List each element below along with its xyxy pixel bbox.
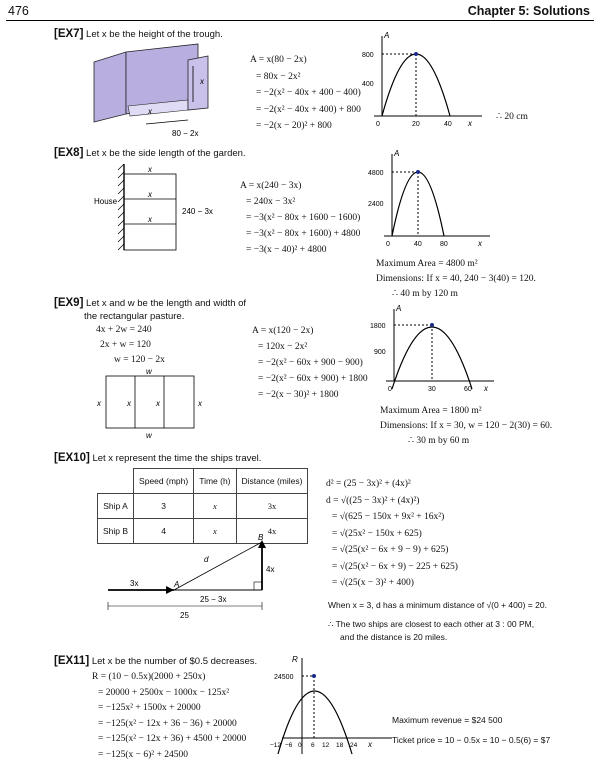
graph-label: 80: [440, 241, 448, 248]
graph-label: x: [468, 119, 472, 128]
graph-label: 0: [388, 386, 392, 393]
table-header-row: [98, 469, 308, 494]
graph-label: B: [258, 533, 264, 542]
graph-label: 1800: [370, 323, 386, 330]
ex7-fig-bottom: 80 − 2x: [172, 129, 199, 138]
ex11-steps: R = (10 − 0.5x)(2000 + 250x) = 20000 + 2500x − 1000x − 125x² = −125x² + 1500x + 20000 = −125(x² − 12x + 36 − 36) + 20000 = −125(x² − 12x + 36) + 4500 + 20000 = −125(x − 6)² + 24500: [92, 672, 247, 760]
graph-label: 20: [412, 121, 420, 128]
ex7-fig-x1: x: [200, 77, 204, 86]
graph-label: 4800: [368, 170, 384, 177]
graph-label: A: [396, 304, 402, 313]
graph-label: 4x: [266, 565, 275, 574]
ex7-fig-x2: x: [148, 107, 152, 116]
graph-label: 0: [386, 241, 390, 248]
graph-label: 60: [464, 386, 472, 393]
col-speed: Speed (mph): [134, 469, 194, 494]
ex7-steps: A = x(80 − 2x) = 80x − 2x² = −2(x² − 40x + 400 − 400) = −2(x² − 40x + 400) + 800 = −2(x − 20)² + 800: [250, 55, 361, 131]
graph-label: 40: [414, 241, 422, 248]
header-rule: [6, 20, 594, 21]
graph-label: 24500: [274, 674, 294, 681]
col-distance: Distance (miles): [236, 469, 308, 494]
ex8-intro: [EX8] Let x be the side length of the garden.: [54, 147, 246, 159]
graph-label: x: [478, 239, 482, 248]
ex10-steps: d² = (25 − 3x)² + (4x)² d = √((25 − 3x)² + (4x)²) = √(625 − 150x + 9x² + 16x²) = √(25x² − 150x + 625) = √(25(x² − 6x + 9 − 9) + 625) = √(25(x² − 6x + 9) − 225 + 625) = √(25(x − 3)² + 400): [326, 479, 458, 588]
graph-label: 6: [311, 742, 315, 749]
ex7-intro: [EX7] Let x be the height of the trough.: [54, 28, 223, 40]
graph-label: 40: [444, 121, 452, 128]
graph-label: 18: [336, 742, 344, 749]
graph-label: 2400: [368, 201, 384, 208]
graph-label: x: [127, 399, 131, 408]
ex9-results: Maximum Area = 1800 m² Dimensions: If x = 30, w = 120 − 2(30) = 60. ∴ 30 m by 60 m: [380, 406, 553, 446]
graph-label: 240 − 3x: [182, 207, 213, 216]
graph-label: x: [148, 165, 152, 174]
table-row: Ship B 4 x 4x: [98, 519, 308, 544]
page-number: 476: [8, 4, 29, 18]
ex8-graph: [366, 148, 496, 250]
graph-label: House: [94, 197, 118, 206]
ex11-intro: [EX11] Let x be the number of $0.5 decreases.: [54, 655, 258, 667]
col-time: Time (h): [194, 469, 236, 494]
graph-label: −12: [270, 742, 282, 749]
ships-table: [97, 468, 308, 544]
ex7-graph: [360, 30, 490, 130]
ex10-results: When x = 3, d has a minimum distance of √(0 + 400) = 20. ∴ The two ships are closest to each other at 3 : 00 PM, and the distance is 20 miles.: [328, 600, 547, 642]
graph-label: x: [198, 399, 202, 408]
graph-label: 25: [180, 611, 189, 620]
graph-label: d: [204, 555, 209, 564]
ex7-trough-figure: [88, 40, 238, 140]
graph-label: 24: [350, 742, 358, 749]
ex10-intro: [EX10] Let x represent the time the ships travel.: [54, 452, 262, 464]
graph-label: x: [97, 399, 101, 408]
graph-label: 900: [374, 349, 386, 356]
graph-label: 12: [322, 742, 330, 749]
ex11-results: Maximum revenue = $24 500 Ticket price = 10 − 0.5x = 10 − 0.5(6) = $7: [392, 715, 551, 745]
ex9-intro: [EX9] Let x and w be the length and width of the rectangular pasture.: [54, 297, 247, 322]
graph-label: w: [146, 367, 152, 376]
graph-label: A: [174, 580, 180, 589]
graph-label: 0: [376, 121, 380, 128]
graph-label: 400: [362, 81, 374, 88]
graph-label: 25 − 3x: [200, 595, 227, 604]
ex9-pasture-figure: [92, 366, 210, 440]
chapter-title: Chapter 5: Solutions: [467, 4, 590, 18]
graph-label: w: [146, 431, 152, 440]
graph-label: A: [394, 149, 400, 158]
ex8-steps: A = x(240 − 3x) = 240x − 3x² = −3(x² − 80x + 1600 − 1600) = −3(x² − 80x + 1600) + 4800 = −3(x − 40)² + 4800: [240, 181, 361, 255]
graph-label: 0: [298, 742, 302, 749]
ex9-constraint-steps: 4x + 2w = 240 2x + w = 120 w = 120 − 2x: [96, 325, 165, 365]
ex9-steps: A = x(120 − 2x) = 120x − 2x² = −2(x² − 60x + 900 − 900) = −2(x² − 60x + 900) + 1800 = −2(x − 30)² + 1800: [252, 326, 368, 400]
graph-label: −6: [285, 742, 293, 749]
graph-label: x: [148, 190, 152, 199]
graph-label: x: [156, 399, 160, 408]
table-row: Ship A 3 x 3x: [98, 494, 308, 519]
graph-label: 30: [428, 386, 436, 393]
graph-label: 3x: [130, 579, 139, 588]
graph-label: A: [384, 31, 390, 40]
ex11-graph: [272, 654, 398, 758]
graph-label: x: [148, 215, 152, 224]
graph-label: R: [292, 655, 298, 664]
graph-label: 800: [362, 52, 374, 59]
ex8-garden-figure: [90, 162, 220, 254]
graph-label: x: [484, 384, 488, 393]
graph-label: x: [368, 740, 372, 749]
ex8-results: Maximum Area = 4800 m² Dimensions: If x = 40, 240 − 3(40) = 120. ∴ 40 m by 120 m: [376, 259, 536, 299]
ex10-ships-diagram: [100, 534, 280, 626]
ex7-answer: ∴ 20 cm: [496, 112, 528, 122]
ex9-graph: [368, 305, 498, 397]
